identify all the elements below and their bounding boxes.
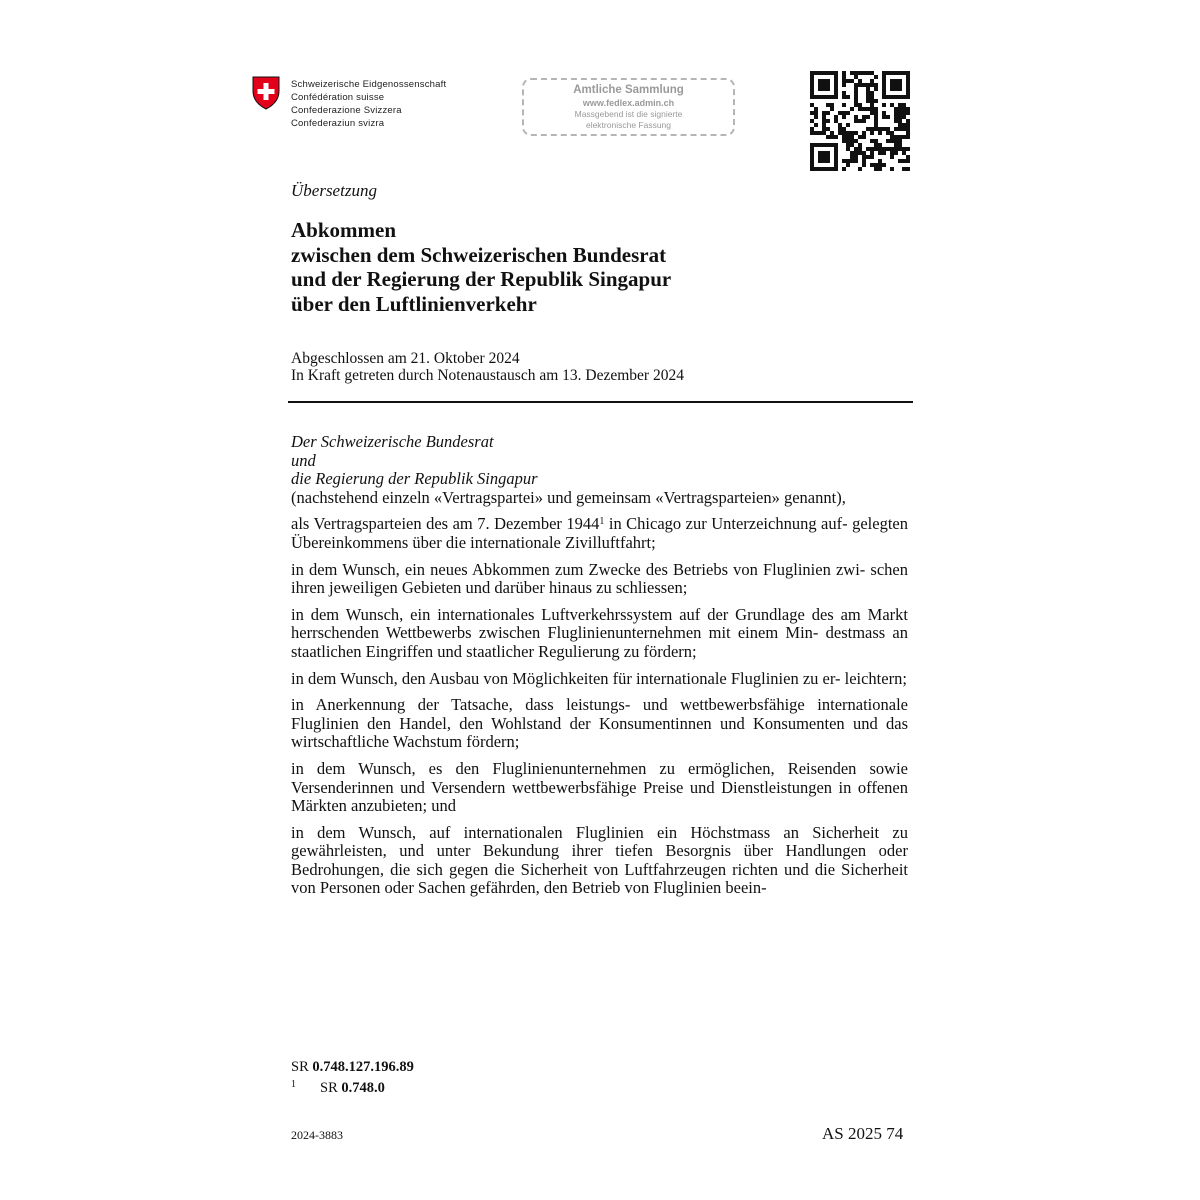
- footnote-sr-number: 0.748.0: [341, 1080, 385, 1096]
- stamp-note-line2: elektronische Fassung: [585, 120, 672, 130]
- clause-text: als Vertragsparteien des am 7. Dezember 1944: [291, 514, 600, 534]
- stamp-note-line1: Massgebend ist die signierte: [574, 109, 683, 119]
- in-force-date: In Kraft getreten durch Notenaustausch am 13. Dezember 2024: [291, 367, 684, 384]
- clause-text: in Chicago zur Unterzeichnung auf- gelegten Übereinkommens über die internationale Zivilluftfahrt;: [291, 514, 908, 552]
- federation-name-de: Schweizerische Eidgenossenschaft: [291, 79, 447, 90]
- footnote-marker: 1: [599, 516, 605, 528]
- preamble-clause-chicago: [291, 515, 908, 552]
- stamp-title: Amtliche Sammlung: [573, 84, 684, 96]
- preamble-clause: in dem Wunsch, den Ausbau von Möglichkeiten für internationale Fluglinien zu er- leichtern;: [291, 668, 907, 688]
- preamble-clause: in Anerkennung der Tatsache, dass leistungs- und wettbewerbsfähige internationale Fluglinien den Handel, den Wohlstand der Konsumentinnen und Konsumenten und das wirtschaftliche Wachstum fördern;: [291, 695, 908, 752]
- federation-name-fr: Confédération suisse: [291, 92, 385, 103]
- party-name: die Regierung der Republik Singapur: [291, 469, 538, 489]
- swiss-coat-of-arms-icon: [252, 76, 280, 110]
- sr-reference: [291, 1059, 414, 1076]
- footnote-1: [291, 1079, 385, 1097]
- document-title: [291, 218, 671, 316]
- title-line: Abkommen: [291, 218, 397, 242]
- sr-number: 0.748.127.196.89: [312, 1059, 414, 1075]
- stamp-url: www.fedlex.admin.ch: [582, 98, 675, 108]
- preamble-clause: in dem Wunsch, ein internationales Luftverkehrssystem auf der Grundlage des am Markt herrschenden Wettbewerbs zwischen Fluglinienunternehmen mit einem Min- destmass an staatlichen Eingriffen und staatlicher Regulierung zu fördern;: [291, 604, 908, 661]
- official-collection-number: AS 2025 74: [822, 1124, 904, 1143]
- preamble-clause: in dem Wunsch, es den Fluglinienunternehmen zu ermöglichen, Reisenden sowie Versenderinnen und Versendern wettbewerbsfähige Preise und Dienstleistungen in offenen Märkten anzubieten; und: [291, 758, 908, 816]
- federation-name-it: Confederazione Svizzera: [291, 105, 402, 116]
- party-designation: (nachstehend einzeln «Vertragspartei» und gemeinsam «Vertragsparteien» genannt),: [291, 487, 846, 507]
- preamble: [291, 433, 908, 898]
- footnote-number: 1: [291, 1079, 296, 1090]
- party-conjunction: und: [291, 450, 316, 470]
- qr-code-icon: [810, 71, 910, 171]
- federation-names: [291, 78, 446, 130]
- concluded-date: Abgeschlossen am 21. Oktober 2024: [291, 350, 520, 367]
- federation-name-rm: Confederaziun svizra: [291, 118, 385, 129]
- divider: [288, 401, 913, 403]
- sr-prefix: SR: [291, 1059, 309, 1075]
- document-number: 2024-3883: [291, 1128, 343, 1142]
- title-line: und der Regierung der Republik Singapur: [291, 267, 672, 291]
- title-line: zwischen dem Schweizerischen Bundesrat: [291, 242, 667, 267]
- official-collection-stamp: [522, 78, 735, 136]
- dates-block: [291, 350, 684, 384]
- title-line: über den Luftlinienverkehr: [291, 291, 537, 316]
- preamble-clause: in dem Wunsch, ein neues Abkommen zum Zwecke des Betriebs von Fluglinien zwi- schen ihren jeweiligen Gebieten und darüber hinaus zu schliessen;: [291, 559, 908, 598]
- footnote-sr-prefix: SR: [320, 1080, 338, 1096]
- party-name: Der Schweizerische Bundesrat: [291, 432, 494, 451]
- translation-note: Übersetzung: [291, 181, 377, 200]
- preamble-clause: in dem Wunsch, auf internationalen Fluglinien ein Höchstmass an Sicherheit zu gewährleisten, und unter Bekundung ihrer tiefen Besorgnis über Handlungen oder Bedrohungen, die sich gegen die Sicherheit von Luftfahrzeugen richten und die Sicherheit von Personen oder Sachen gefährden, den Betrieb von Fluglinien beein-: [291, 822, 908, 898]
